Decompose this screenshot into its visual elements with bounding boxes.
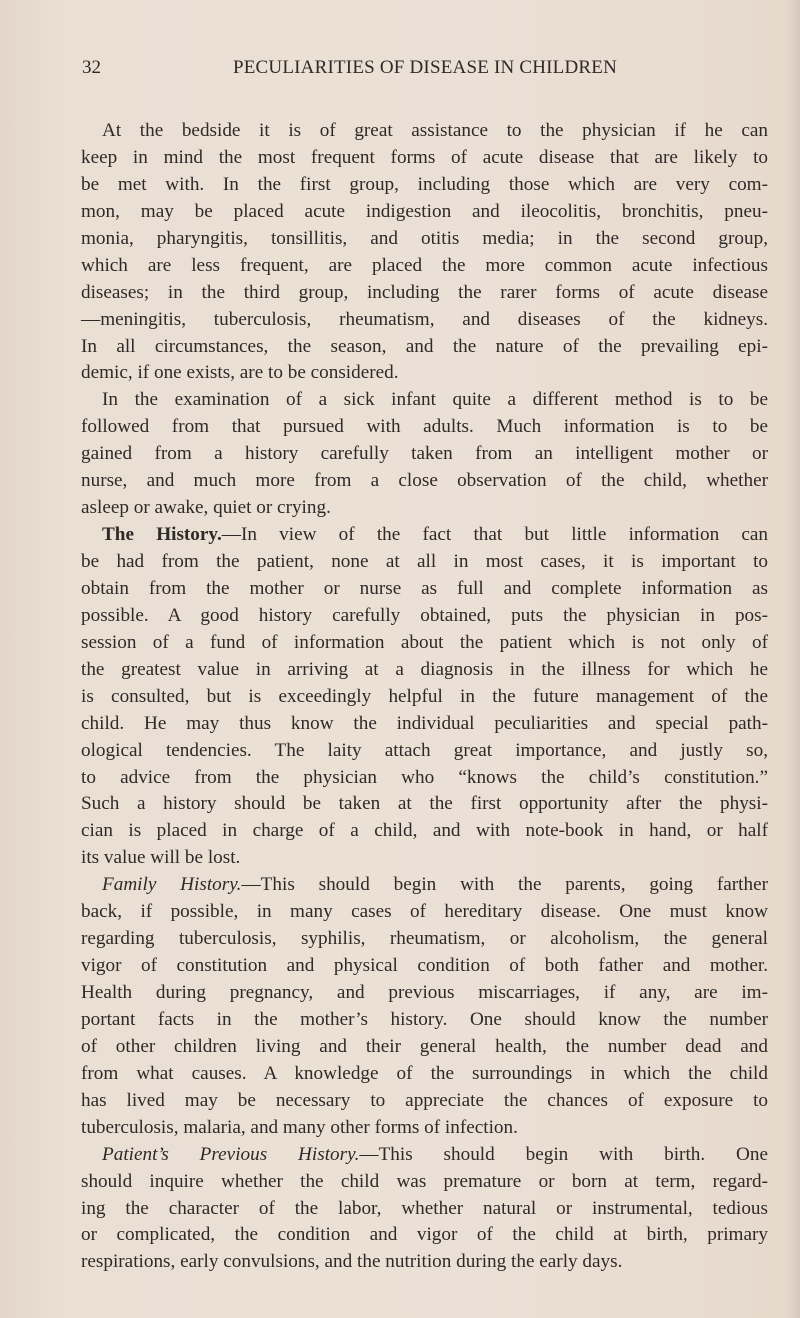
- section-heading: The History.: [102, 524, 222, 546]
- line-text: respirations, early convulsions, and the nutrition during the early days.: [81, 1251, 623, 1273]
- line-text: has lived may be necessary to appreciate the chances of exposure to: [81, 1089, 768, 1111]
- line-text: asleep or awake, quiet or crying.: [81, 497, 331, 519]
- text-line: [81, 307, 768, 334]
- text-line: [81, 172, 768, 199]
- text-line: [81, 468, 768, 495]
- text-line: [81, 199, 768, 226]
- line-text: —In view of the fact that but little information can: [221, 524, 768, 546]
- line-text: nurse, and much more from a close observation of the child, whether: [81, 470, 768, 492]
- line-text: be had from the patient, none at all in most cases, it is important to: [81, 551, 768, 572]
- text-line: [81, 845, 768, 872]
- line-text: Health during pregnancy, and previous miscarriages, if any, are im-: [81, 982, 768, 1003]
- body-text: [81, 118, 768, 1276]
- running-title: PECULIARITIES OF DISEASE IN CHILDREN: [232, 57, 618, 78]
- text-line: [81, 253, 768, 280]
- line-text: At the bedside it is of great assistance to the physician if he can: [102, 120, 768, 141]
- line-text: which are less frequent, are placed the more common acute infectious: [81, 254, 768, 276]
- text-line: [81, 1088, 768, 1115]
- text-line: [81, 576, 768, 603]
- line-text: possible. A good history carefully obtained, puts the physician in pos-: [81, 604, 768, 626]
- text-line: [81, 791, 768, 818]
- line-text: session of a fund of information about the patient which is not only of: [81, 631, 768, 653]
- text-line: [81, 603, 768, 630]
- text-line: [81, 926, 768, 953]
- line-text: should inquire whether the child was premature or born at term, regard-: [81, 1170, 768, 1192]
- text-line: [81, 765, 768, 792]
- line-text: child. He may thus know the individual peculiarities and special path-: [81, 712, 768, 734]
- text-line: [81, 522, 768, 549]
- text-line: [81, 414, 768, 441]
- line-text: mon, may be placed acute indigestion and ileocolitis, bronchitis, pneu-: [81, 200, 768, 222]
- line-text: its value will be lost.: [81, 847, 241, 869]
- text-line: [81, 1196, 768, 1223]
- line-text: gained from a history carefully taken from an intelligent mother or: [81, 443, 768, 465]
- line-text: to advice from the physician who “knows the child’s constitution.”: [81, 766, 768, 788]
- text-line: [81, 1169, 768, 1196]
- text-line: [81, 441, 768, 468]
- text-line: [81, 387, 768, 414]
- text-line: [81, 1115, 768, 1142]
- text-line: [81, 872, 768, 899]
- text-line: [81, 657, 768, 684]
- line-text: monia, pharyngitis, tonsillitis, and otitis media; in the second group,: [81, 227, 768, 249]
- line-text: tuberculosis, malaria, and many other forms of infection.: [81, 1116, 518, 1138]
- text-line: [81, 1142, 768, 1169]
- text-line: [81, 1061, 768, 1088]
- text-line: [81, 360, 768, 387]
- line-text: In all circumstances, the season, and the nature of the prevailing epi-: [81, 335, 768, 357]
- line-text: from what causes. A knowledge of the surroundings in which the child: [81, 1062, 768, 1084]
- text-line: [81, 118, 768, 145]
- page-number: 32: [82, 57, 101, 78]
- text-line: [81, 1222, 768, 1249]
- line-text: the greatest value in arriving at a diagnosis in the illness for which he: [81, 658, 768, 680]
- text-line: [81, 818, 768, 845]
- text-line: [81, 1007, 768, 1034]
- text-line: [81, 899, 768, 926]
- line-text: portant facts in the mother’s history. One should know the number: [81, 1008, 768, 1030]
- text-line: [81, 711, 768, 738]
- line-text: or complicated, the condition and vigor of the child at birth, primary: [81, 1224, 768, 1246]
- text-line: [81, 280, 768, 307]
- text-line: [81, 226, 768, 253]
- page-edge-shadow: [786, 0, 800, 1318]
- line-text: —This should begin with the parents, going farther: [241, 874, 768, 896]
- text-line: [81, 953, 768, 980]
- line-text: cian is placed in charge of a child, and with note-book in hand, or half: [81, 820, 768, 842]
- line-text: obtain from the mother or nurse as full and complete information as: [81, 577, 768, 599]
- line-text: —This should begin with birth. One: [359, 1143, 769, 1165]
- line-text: of other children living and their general health, the number dead and: [81, 1035, 768, 1057]
- line-text: diseases; in the third group, including the rarer forms of acute disease: [81, 281, 768, 303]
- running-header: [82, 57, 768, 83]
- line-text: be met with. In the first group, including those which are very com-: [81, 173, 768, 195]
- text-line: [81, 549, 768, 576]
- line-text: demic, if one exists, are to be considered.: [81, 362, 399, 384]
- text-line: [81, 630, 768, 657]
- line-text: regarding tuberculosis, syphilis, rheumatism, or alcoholism, the general: [81, 928, 768, 950]
- text-line: [81, 495, 768, 522]
- line-text: is consulted, but is exceedingly helpful in the future management of the: [81, 685, 768, 707]
- text-line: [81, 334, 768, 361]
- text-line: [81, 1034, 768, 1061]
- text-line: [81, 1249, 768, 1276]
- line-text: —meningitis, tuberculosis, rheumatism, and diseases of the kidneys.: [81, 308, 768, 330]
- text-line: [81, 738, 768, 765]
- section-heading: Family History.: [102, 874, 242, 896]
- text-line: [81, 145, 768, 172]
- line-text: vigor of constitution and physical condition of both father and mother.: [81, 955, 768, 977]
- line-text: followed from that pursued with adults. Much information is to be: [81, 416, 768, 438]
- line-text: keep in mind the most frequent forms of acute disease that are likely to: [81, 146, 768, 168]
- line-text: In the examination of a sick infant quite a different method is to be: [102, 389, 768, 411]
- line-text: Such a history should be taken at the first opportunity after the physi-: [81, 793, 768, 815]
- line-text: back, if possible, in many cases of hereditary disease. One must know: [81, 901, 768, 923]
- line-text: ing the character of the labor, whether natural or instrumental, tedious: [81, 1197, 768, 1219]
- text-line: [81, 980, 768, 1007]
- text-line: [81, 684, 768, 711]
- section-heading: Patient’s Previous History.: [102, 1143, 360, 1165]
- line-text: ological tendencies. The laity attach great importance, and justly so,: [81, 739, 768, 761]
